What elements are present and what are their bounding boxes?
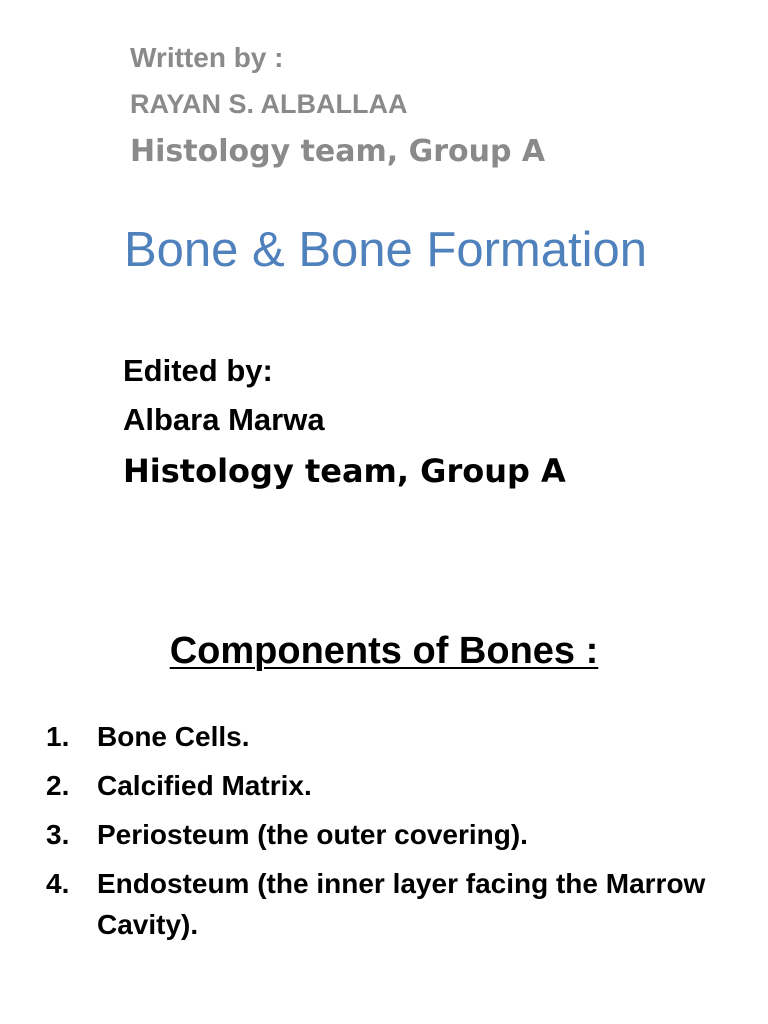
list-item-text: Endosteum (the inner layer facing the Marrow Cavity). [97,868,706,940]
list-item-number: 4. [46,868,70,899]
document-title: Bone & Bone Formation [124,223,647,277]
list-item [40,814,720,855]
list-item-number: 2. [46,770,70,801]
written-by-block [130,40,545,172]
list-item [40,716,720,757]
list-item-text: Bone Cells. [97,721,250,752]
list-item-text: Calcified Matrix. [97,770,312,801]
editor-team: Histology team, Group A [123,452,566,490]
list-item-number: 1. [46,721,70,752]
list-item-number: 3. [46,819,70,850]
components-heading [0,627,768,675]
edited-by-label: Edited by: [123,353,273,388]
components-heading-text: Components of Bones : [169,630,599,672]
components-list [40,716,720,953]
edited-by-block [123,352,566,492]
author-team: Histology team, Group A [130,134,546,169]
list-item-text: Periosteum (the outer covering). [97,819,528,850]
written-by-label: Written by : [130,42,284,73]
editor-name: Albara Marwa [123,402,325,437]
list-item [40,765,720,806]
list-item [40,863,720,945]
author-name: RAYAN S. ALBALLAA [130,89,408,119]
